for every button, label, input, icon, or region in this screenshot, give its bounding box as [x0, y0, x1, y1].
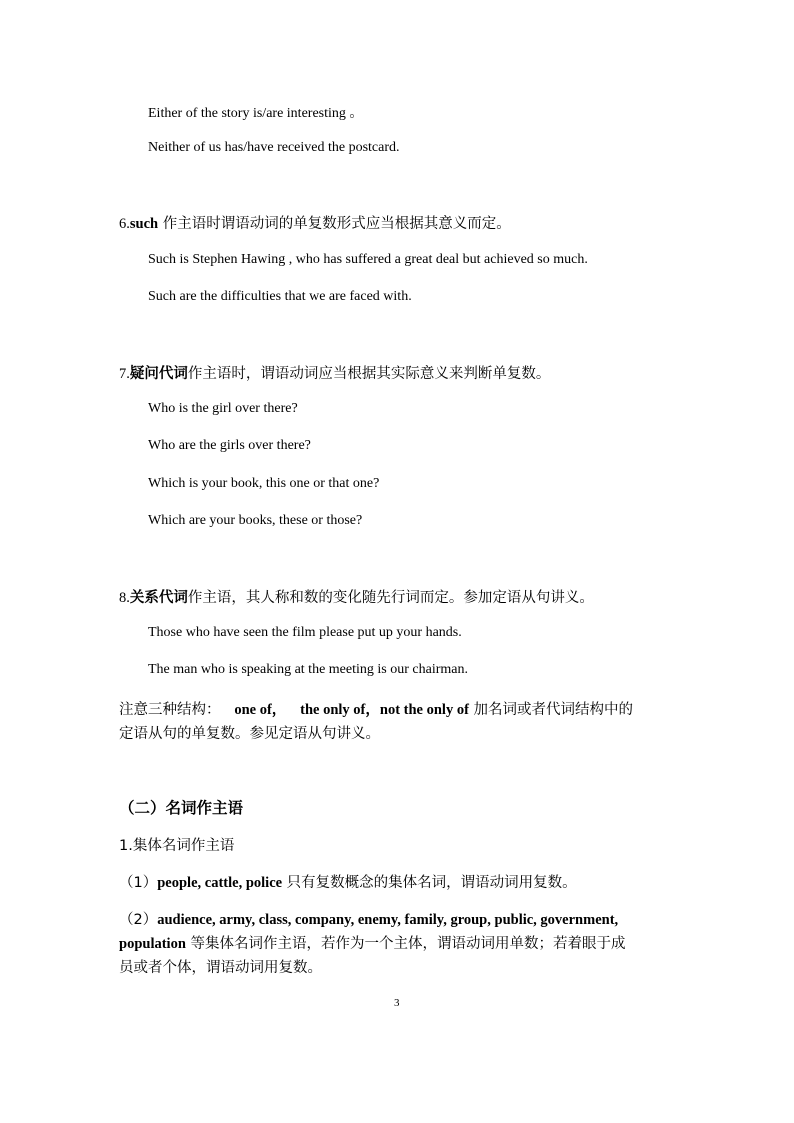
rule-8-text: 作主语，其人称和数的变化随先行词而定。参加定语从句讲义。 — [187, 590, 594, 606]
item-1-prefix: （1） — [119, 875, 158, 891]
note-structure-3: not the only of — [379, 702, 469, 718]
rule-7-example-3: Which is your book, this one or that one? — [148, 476, 380, 491]
section-2-heading: （二）名词作主语 — [119, 799, 244, 817]
rule-6-text: 作主语时谓语动词的单复数形式应当根据其意义而定。 — [158, 216, 511, 232]
section-2-item-1 — [119, 871, 577, 892]
item-1-text: 只有复数概念的集体名词，谓语动词用复数。 — [282, 875, 577, 891]
rule-7-text: 作主语时，谓语动词应当根据其实际意义来判断单复数。 — [187, 366, 551, 382]
item-2-keyword-population: population — [119, 936, 186, 952]
rule-7-number: 7. — [119, 366, 130, 382]
rule-7-example-1: Who is the girl over there? — [148, 401, 298, 416]
rule-8-keyword: 关系代词 — [129, 590, 188, 606]
item-2-keywords: audience, army, class, company, enemy, family, group, public, government, — [157, 912, 619, 928]
rule-7-example-2: Who are the girls over there? — [148, 438, 311, 453]
rule-8-example-1: Those who have seen the film please put up your hands. — [148, 625, 462, 640]
rule-8-example-2: The man who is speaking at the meeting is our chairman. — [148, 662, 468, 677]
note-line-1 — [119, 698, 633, 719]
item-1-keywords: people, cattle, police — [157, 875, 283, 891]
note-suffix: 加名词或者代词结构中的 — [468, 702, 634, 718]
note-prefix: 注意三种结构： — [119, 702, 221, 718]
rule-6-example-2: Such are the difficulties that we are faced with. — [148, 289, 412, 304]
note-line-2: 定语从句的单复数。参见定语从句讲义。 — [119, 726, 380, 742]
section-2-sub-1: 1.集体名词作主语 — [119, 838, 235, 854]
rule-7-heading — [119, 362, 550, 383]
rule-7-example-4: Which are your books, these or those? — [148, 513, 363, 528]
rule-8-heading — [119, 586, 594, 607]
rule-6-example-1: Such is Stephen Hawing , who has suffered a great deal but achieved so much. — [148, 252, 588, 267]
note-structure-2: the only of， — [300, 702, 380, 718]
item-2-text: 等集体名词作主语，若作为一个主体，谓语动词用单数；若着眼于成 — [185, 936, 626, 952]
rule-8-number: 8. — [119, 590, 130, 606]
rule-7-keyword: 疑问代词 — [129, 366, 188, 382]
section-2-item-2-line-2 — [119, 932, 626, 953]
note-structure-1: one of， — [234, 702, 287, 718]
section-2-item-2-line-1 — [119, 908, 618, 929]
rule-6-number: 6. — [119, 216, 130, 232]
section-2-item-2-line-3: 员或者个体，谓语动词用复数。 — [119, 960, 322, 976]
item-2-prefix: （2） — [119, 912, 158, 928]
page-number: 3 — [394, 997, 400, 1009]
rule-6-heading — [119, 212, 511, 233]
rule-6-keyword: such — [129, 216, 159, 232]
example-neither: Neither of us has/have received the postcard. — [148, 140, 400, 155]
example-either: Either of the story is/are interesting 。 — [148, 106, 364, 121]
